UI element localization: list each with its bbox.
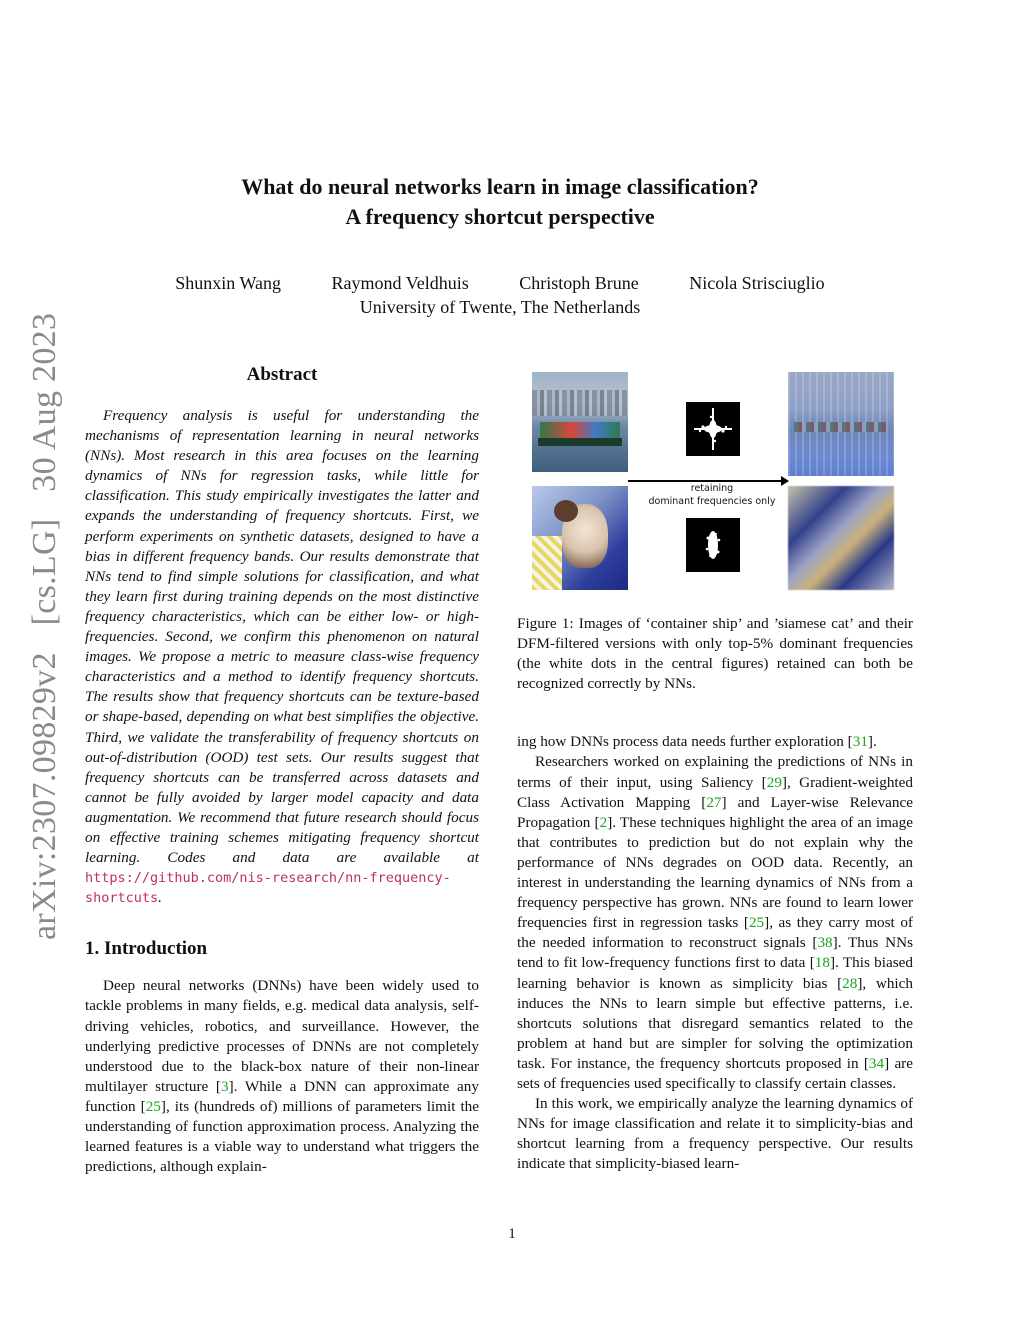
citation-link[interactable]: 18 (814, 954, 830, 972)
abstract-body: Frequency analysis is useful for understanding the mechanisms of representation learning in neural networks (NNs). Most research in this area focuses on the learning dynamics of NNs for regression tasks, while little for classification. This study empirically investigates the latter and expands the understanding of frequency shortcuts. First, we perform experiments on synthetic datasets, designed to have a bias in different frequency bands. Our results demonstrate that NNs tend to find simple solutions for classification, and what they learn first during training depends on the most distinctive frequency characteristics, which can be either low- or high-frequencies. Second, we confirm this phenomenon on natural images. We propose a metric to measure class-wise frequency characteristics and a method to identify frequency shortcuts. The results show that frequency shortcuts can be texture-based or shape-based, depending on what best simplifies the objective. Third, we validate the transferability of frequency shortcuts on out-of-distribution (OOD) test sets. Our results suggest that frequency shortcuts can be transferred across datasets and cannot be fully avoided by larger model capacity and data augmentation. We recommend that future research should focus on effective training schemes mitigating frequency shortcut learning. Codes and data are available at (85, 407, 479, 867)
filtered-ship-image (788, 372, 894, 476)
citation-link[interactable]: 38 (817, 934, 833, 952)
title-line-1: What do neural networks learn in image classification? (241, 174, 759, 199)
citation-link[interactable]: 27 (706, 793, 722, 811)
text-run: ], which induces the NNs to learn simple but effective patterns, i.e. shortcuts solutions that disregard semantics related to the problem at hand but are simpler for solving the optimization task. For instance, the frequency shortcuts proposed in [ (517, 974, 913, 1072)
citation-link[interactable]: 25 (145, 1097, 161, 1115)
citation-link[interactable]: 3 (221, 1077, 229, 1095)
author-names (100, 271, 900, 295)
filtered-cat-image (788, 486, 894, 590)
text-run: ] are sets of frequencies used specifically to classify certain classes. (517, 1054, 913, 1092)
text-run: ]. This biased learning behavior is known as simplicity bias [ (517, 954, 913, 992)
author-name: Nicola Strisciuglio (689, 273, 825, 293)
text-run: ], Gradient-weighted Class Activation Mapping [ (517, 773, 913, 811)
text-run: ], its (hundreds of) millions of parameters limit the understanding of function approximation process. Analyzing the learned features is a viable way to understand what triggers the predictions, although explain- (85, 1097, 480, 1176)
arrow-label (633, 482, 791, 508)
continued-paragraph (517, 732, 913, 752)
citation-link[interactable]: 34 (868, 1054, 885, 1072)
arxiv-category: [cs.LG] (26, 518, 63, 626)
text-run: ]. Thus NNs tend to fit low-frequency functions first to data [ (517, 934, 913, 972)
text-run: ]. (867, 733, 877, 751)
figure-1 (517, 362, 913, 600)
frequency-map-ship (686, 402, 740, 456)
author-name: Raymond Veldhuis (331, 273, 469, 293)
left-column (85, 362, 479, 1177)
text-run: ]. These techniques highlight the area of an image that contributes to prediction but do not explain why the performance of NNs degrades on OOD data. Recently, an interest in understanding the learning dynamics of NNs from a frequency perspective has grown. NNs are found to learn lower frequencies first in regression tasks [ (517, 813, 913, 932)
title-line-2: A frequency shortcut perspective (345, 204, 655, 229)
abstract-end: . (158, 889, 162, 907)
introduction-heading: 1. Introduction (85, 938, 208, 960)
citation-link[interactable]: 28 (842, 974, 858, 992)
citation-link[interactable]: 31 (852, 733, 868, 751)
citation-link[interactable]: 25 (748, 914, 765, 932)
author-name: Shunxin Wang (175, 273, 282, 293)
text-run: ]. While a DNN can approximate any function [ (85, 1077, 479, 1115)
abstract-text (85, 406, 479, 908)
author-name: Christoph Brune (519, 273, 639, 293)
arxiv-date: 30 Aug 2023 (26, 312, 63, 492)
frequency-map-cat (686, 518, 740, 572)
abstract-heading: Abstract (246, 364, 318, 385)
figure-caption (517, 614, 913, 694)
arrow-label-line: dominant frequencies only (648, 496, 776, 507)
citation-link[interactable]: 2 (599, 813, 608, 831)
text-run: Deep neural networks (DNNs) have been widely used to tackle problems in many fields, e.g. medical data analysis, self-driving vehicles, robotics, and surveillance. However, the underlying predictive processes of DNNs are not completely understood due to the black-box nature of their non-linear multilayer structure [ (85, 977, 479, 1095)
arrow-label-line: retaining (690, 483, 734, 494)
citation-link[interactable]: 29 (766, 773, 782, 791)
text-run: Figure 1: Images of ‘container ship’ and ’siamese cat’ and their DFM-filtered versions with only top-5 (517, 615, 913, 653)
text-run: % (760, 635, 774, 653)
text-run: ], as they carry most of the needed information to reconstruct signals [ (517, 914, 913, 952)
text-run: ing how DNNs process data needs further exploration [ (517, 733, 853, 751)
code-link[interactable]: https://github.com/nis-research/nn-frequency-shortcuts (85, 870, 451, 907)
author-block (100, 271, 900, 319)
related-work-paragraph (517, 752, 913, 1094)
container-ship-image (532, 372, 628, 472)
affiliation: University of Twente, The Netherlands (359, 297, 641, 317)
arxiv-stamp (26, 295, 64, 940)
paper-title (100, 172, 900, 232)
right-column (517, 362, 913, 1174)
this-work-paragraph: In this work, we empirically analyze the learning dynamics of NNs for image classification and relate it to simplicity-bias and shortcut learning from a frequency perspective. Our results indicate that simplicity-biased learn- (517, 1095, 913, 1173)
text-run: Researchers worked on explaining the predictions of NNs in terms of their input, using Saliency [ (517, 753, 913, 791)
arxiv-id: arXiv:2307.09829v2 (26, 652, 63, 940)
introduction-paragraph (85, 976, 479, 1177)
page-number: 1 (508, 1226, 516, 1242)
siamese-cat-image (532, 486, 628, 590)
text-run: ] and Layer-wise Relevance Propagation [ (517, 793, 913, 831)
text-run: dominant frequencies (the white dots in the central figures) retained can both be recognized correctly by NNs. (517, 635, 914, 693)
